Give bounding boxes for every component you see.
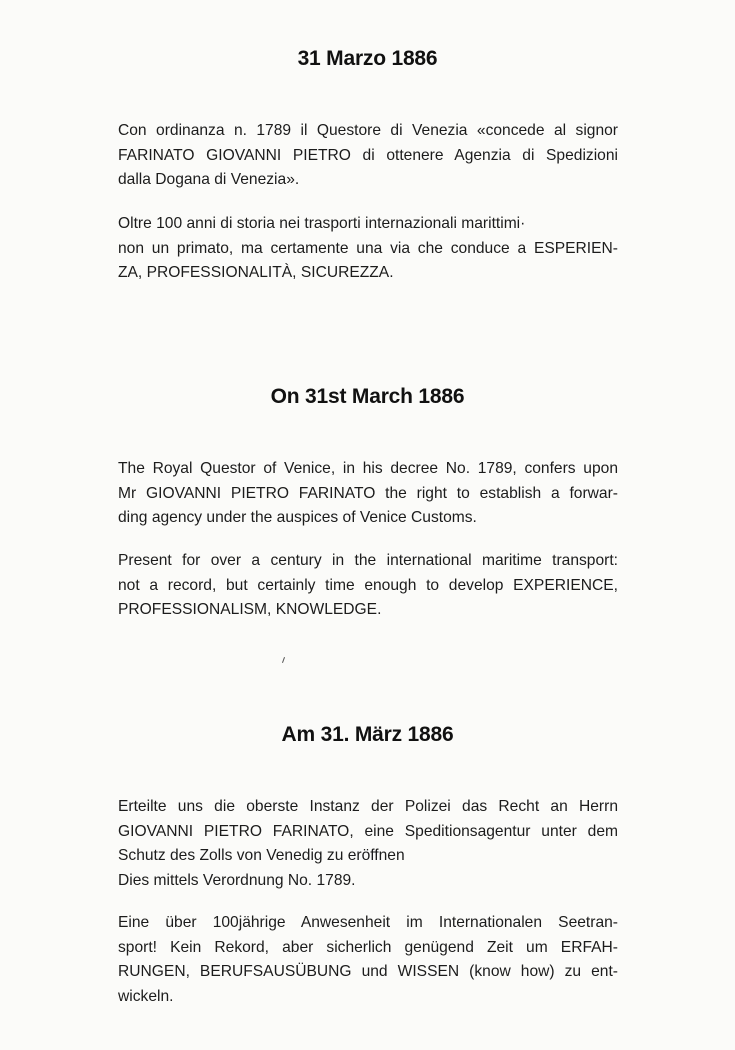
- paragraph-italian-1: [118, 119, 618, 193]
- text-line: GIOVANNI PIETRO FARINATO, eine Speditionsagentur unter dem: [118, 822, 618, 840]
- paragraph-english-2: [118, 549, 618, 623]
- text-line: ding agency under the auspices of Venice Customs.: [118, 509, 477, 526]
- text-line: FARINATO GIOVANNI PIETRO di ottenere Agenzia di Spedizioni: [118, 146, 618, 164]
- heading-italian: 31 Marzo 1886: [297, 47, 438, 70]
- text-line: Oltre 100 anni di storia nei trasporti internazionali marittimi·: [118, 215, 526, 232]
- text-line: Erteilte uns die oberste Instanz der Polizei das Recht an Herrn: [118, 798, 618, 815]
- text-line: sport! Kein Rekord, aber sicherlich genügend Zeit um ERFAH-: [118, 938, 618, 956]
- text-line: Dies mittels Verordnung No. 1789.: [118, 871, 356, 889]
- text-line: wickeln.: [118, 987, 174, 1005]
- text-line: non un primato, ma certamente una via che conduce a ESPERIEN-: [118, 239, 618, 257]
- heading-english: On 31st March 1886: [270, 385, 465, 408]
- text-line: not a record, but certainly time enough to develop EXPERIENCE,: [118, 576, 618, 594]
- paragraph-german-1: [118, 795, 618, 893]
- heading-german: Am 31. März 1886: [281, 723, 454, 746]
- text-line: Mr GIOVANNI PIETRO FARINATO the right to establish a forwar-: [118, 484, 618, 502]
- paragraph-english-1: [118, 457, 618, 531]
- paragraph-german-2: [118, 911, 618, 1009]
- text-line: PROFESSIONALISM, KNOWLEDGE.: [118, 601, 382, 618]
- paper-speck: [282, 657, 285, 663]
- text-line: ZA, PROFESSIONALITÀ, SICUREZZA.: [118, 264, 394, 281]
- text-line: The Royal Questor of Venice, in his decree No. 1789, confers upon: [118, 460, 618, 477]
- text-line: Eine über 100jährige Anwesenheit im Internationalen Seetran-: [118, 914, 618, 931]
- text-line: dalla Dogana di Venezia».: [118, 171, 300, 188]
- text-line: Con ordinanza n. 1789 il Questore di Venezia «concede al signor: [118, 122, 618, 139]
- text-line: Present for over a century in the international maritime transport:: [118, 552, 618, 569]
- text-line: RUNGEN, BERUFSAUSÜBUNG und WISSEN (know how) zu ent-: [118, 963, 618, 980]
- paragraph-italian-2: [118, 212, 618, 286]
- text-line: Schutz des Zolls von Venedig zu eröffnen: [118, 847, 405, 864]
